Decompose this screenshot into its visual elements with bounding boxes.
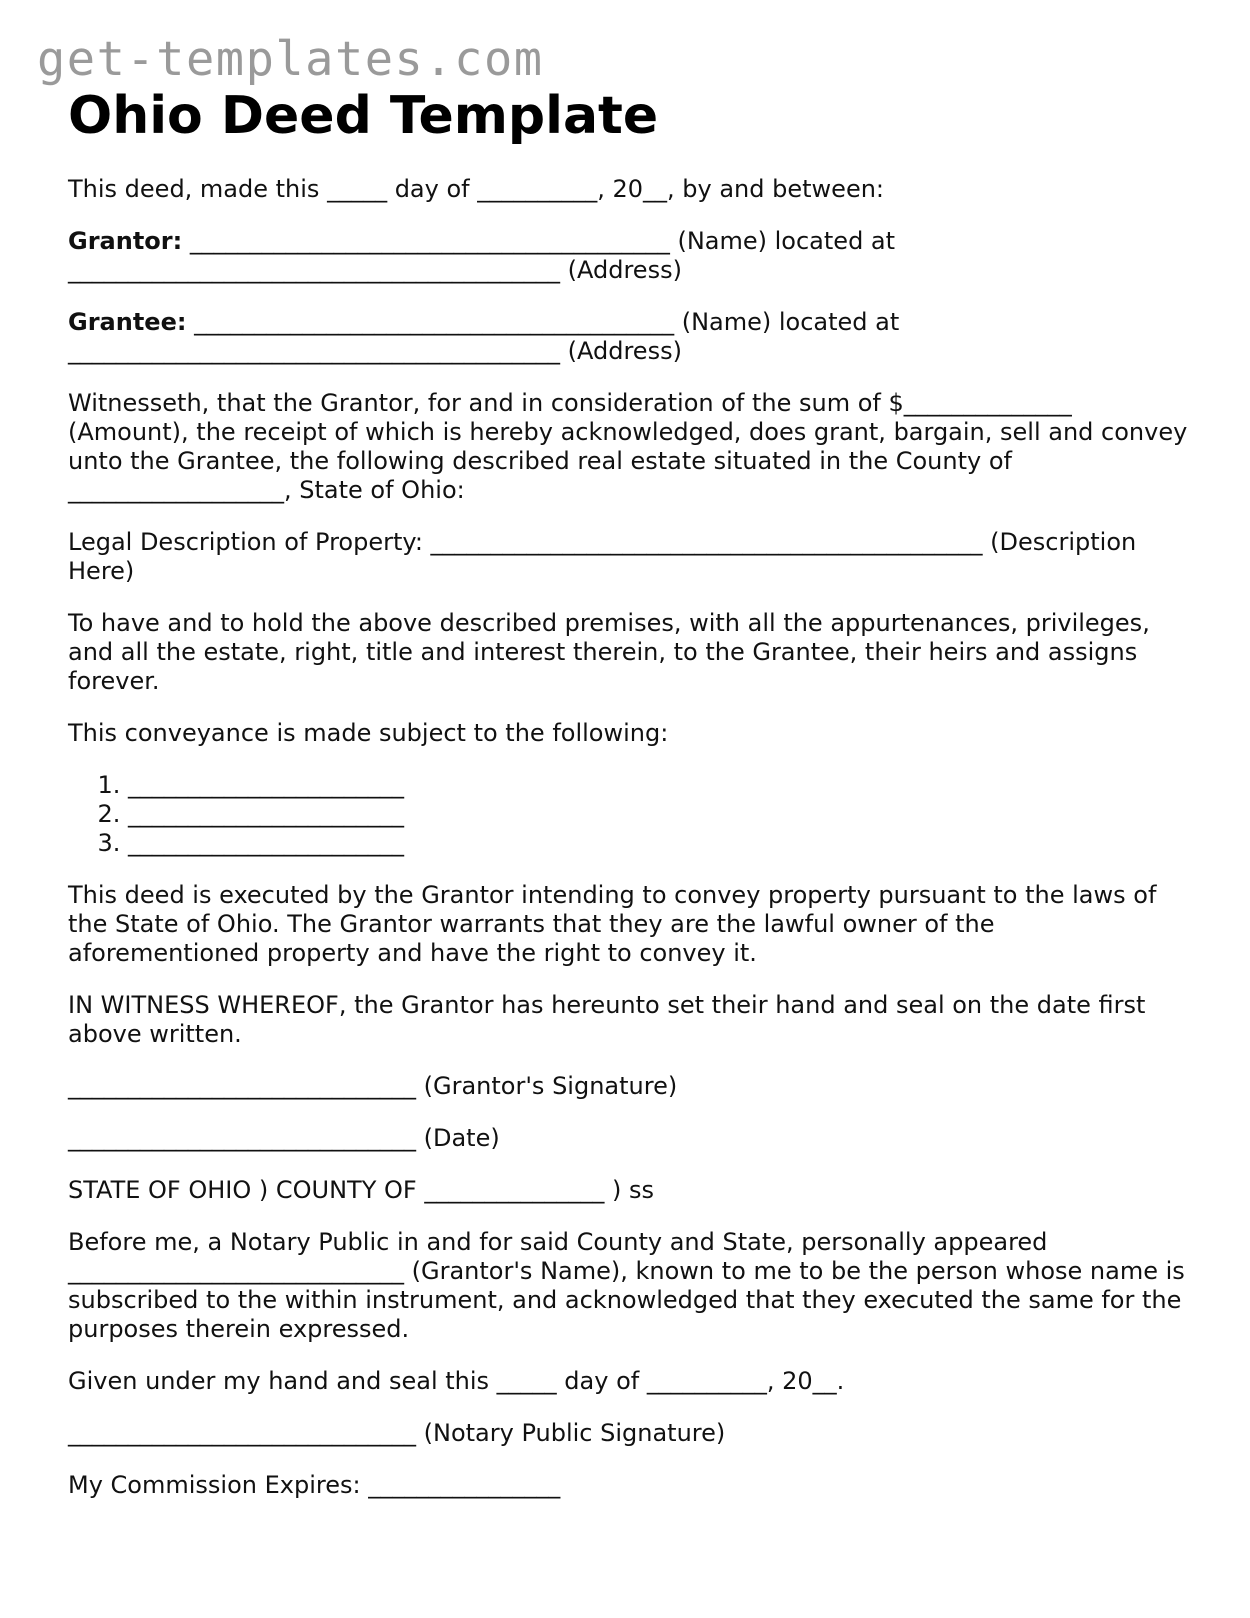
grantee-label: Grantee: — [68, 308, 187, 336]
executed-paragraph: This deed is executed by the Grantor intending to convey property pursuant to the laws of the State of Ohio. The Grantor warrants that they are the lawful owner of the aforementioned property and have the right to convey it. — [68, 881, 1157, 967]
deed-body — [68, 175, 1188, 1523]
watermark-text: get-templates.com — [37, 32, 544, 87]
notary-signature-line: _____________________________ (Notary Public Signature) — [68, 1419, 726, 1447]
legal-description-paragraph: Legal Description of Property: ______________________________________________ (Description Here) — [68, 528, 1137, 585]
page-title: Ohio Deed Template — [68, 86, 659, 146]
subject-list — [68, 771, 1188, 858]
subject-item-1: 1. _______________________ — [128, 771, 1188, 800]
given-under-line: Given under my hand and seal this _____ day of __________, 20__. — [68, 1367, 845, 1395]
state-county-line: STATE OF OHIO ) COUNTY OF _______________ ) ss — [68, 1176, 654, 1204]
grantor-address-line: _________________________________________ (Address) — [68, 256, 682, 284]
date-line: _____________________________ (Date) — [68, 1124, 500, 1152]
subject-item-3: 3. _______________________ — [128, 829, 1188, 858]
habendum-paragraph: To have and to hold the above described premises, with all the appurtenances, privileges, and all the estate, right, title and interest therein, to the Grantee, their heirs and assigns forever. — [68, 609, 1150, 695]
grantee-address-line: _________________________________________ (Address) — [68, 337, 682, 365]
intro-paragraph: This deed, made this _____ day of __________, 20__, by and between: — [68, 175, 884, 203]
grantor-block — [68, 227, 1188, 285]
grantor-signature-line: _____________________________ (Grantor's Signature) — [68, 1072, 678, 1100]
witnesseth-paragraph: Witnesseth, that the Grantor, for and in consideration of the sum of $______________ (Amount), the receipt of which is hereby acknowledged, does grant, bargain, sell and convey unto the Grantee, the following described real estate situated in the County of __________________, State of Ohio: — [68, 389, 1188, 504]
subject-intro: This conveyance is made subject to the following: — [68, 719, 669, 747]
grantee-name-line: ________________________________________ (Name) located at — [186, 308, 900, 336]
grantor-label: Grantor: — [68, 227, 183, 255]
grantee-block — [68, 308, 1188, 366]
grantor-name-line: ________________________________________ (Name) located at — [182, 227, 896, 255]
in-witness-paragraph: IN WITNESS WHEREOF, the Grantor has hereunto set their hand and seal on the date first above written. — [68, 991, 1146, 1048]
subject-item-2: 2. _______________________ — [128, 800, 1188, 829]
notary-paragraph: Before me, a Notary Public in and for said County and State, personally appeared ____________________________ (Grantor's Name), known to me to be the person whose name is subscribed to the within instrument, and acknowledged that they executed the same for the purposes therein expressed. — [68, 1228, 1185, 1343]
commission-expires-line: My Commission Expires: ________________ — [68, 1471, 561, 1499]
